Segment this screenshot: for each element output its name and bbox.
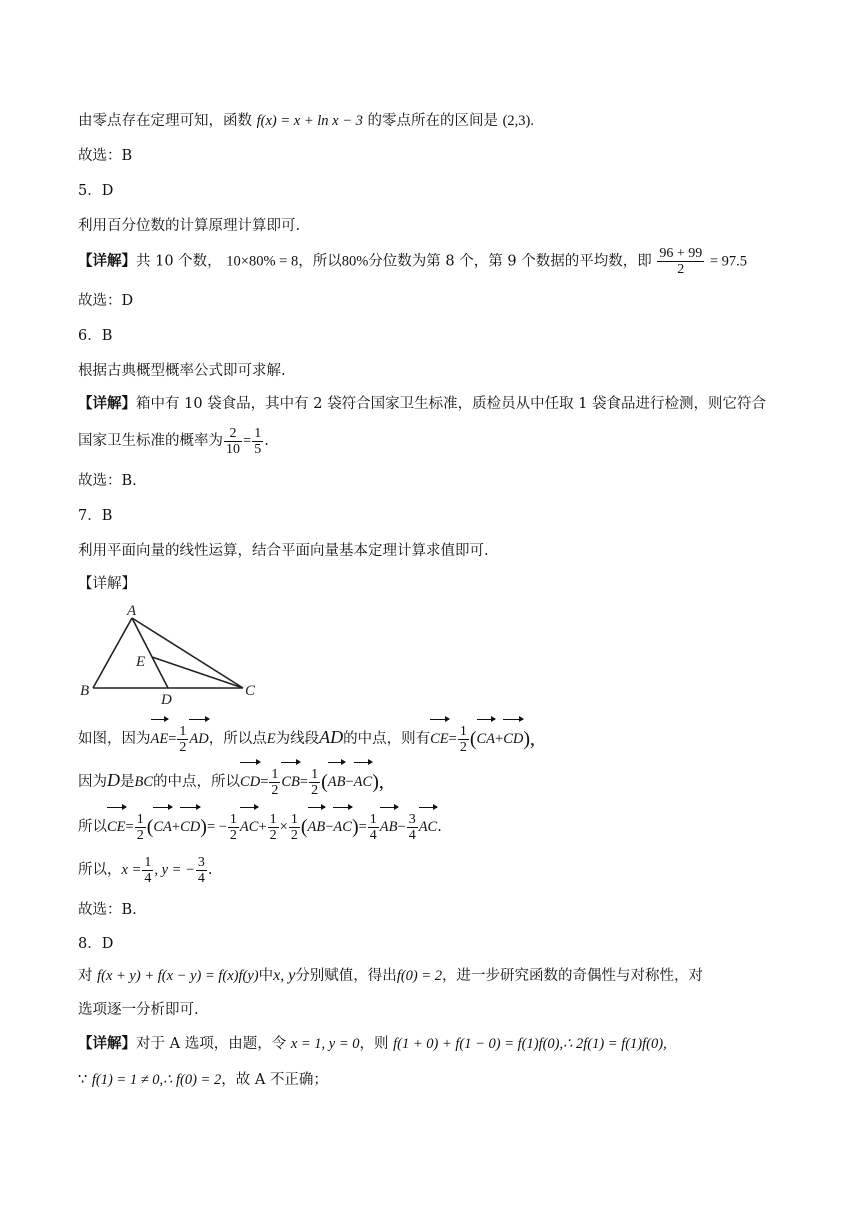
- math: BC: [134, 774, 154, 790]
- math: = 97.5: [709, 253, 748, 270]
- fraction: [142, 855, 153, 886]
- denominator: 2: [229, 827, 237, 843]
- math: =: [358, 819, 367, 835]
- answer-heading: 7．B: [78, 508, 113, 524]
- numerator: 1: [229, 811, 237, 827]
- math: +: [495, 731, 504, 747]
- text-line: [78, 718, 535, 757]
- text: .: [437, 819, 442, 835]
- math: E: [266, 731, 276, 747]
- math: x =: [121, 862, 142, 878]
- paren: ): [351, 816, 359, 838]
- fraction: [368, 812, 379, 843]
- numerator: 1: [136, 811, 144, 827]
- math: =: [299, 774, 309, 790]
- math: =: [168, 731, 177, 747]
- numerator: 1: [179, 723, 187, 739]
- math: D: [107, 770, 120, 790]
- denominator: 5: [254, 441, 262, 457]
- vector: AD: [189, 718, 208, 757]
- answer-heading: 8．D: [78, 936, 114, 952]
- paren: (: [321, 771, 328, 793]
- numerator: 1: [290, 811, 298, 827]
- text-line: [78, 1034, 667, 1054]
- text-line: 根据古典概型概率公式即可求解.: [78, 363, 286, 379]
- vector: AE: [151, 718, 169, 757]
- numerator: 1: [254, 425, 262, 441]
- math: −: [397, 819, 406, 835]
- numerator: 96 + 99: [659, 246, 703, 261]
- fraction: [309, 767, 320, 798]
- text: .: [207, 862, 213, 878]
- detail-tag: 【详解】: [78, 252, 136, 270]
- label-c: C: [245, 683, 256, 699]
- denominator: 4: [197, 870, 205, 886]
- math: AD: [319, 727, 344, 747]
- fraction: [268, 812, 279, 843]
- vector: CA: [477, 718, 496, 757]
- vector: AC: [354, 761, 373, 800]
- detail-tag: 【详解】: [78, 395, 136, 412]
- fraction: [135, 812, 146, 843]
- text: 为线段: [275, 731, 320, 747]
- math: =: [260, 774, 269, 790]
- fraction: [252, 426, 263, 457]
- paren: ),: [523, 728, 536, 750]
- numerator: 1: [459, 723, 467, 739]
- fraction: [228, 812, 239, 843]
- denominator: 2: [290, 827, 298, 843]
- math: , y = −: [154, 862, 195, 878]
- fraction: [407, 812, 418, 843]
- text: ，故 A 不正确；: [221, 1072, 328, 1088]
- text: 中: [258, 968, 274, 984]
- numerator: 2: [224, 426, 242, 442]
- vector: CA: [153, 806, 172, 845]
- text-line: [78, 852, 212, 888]
- fraction: [657, 246, 704, 277]
- text: 如图，因为: [78, 731, 151, 747]
- text-line: [78, 111, 534, 131]
- math: −: [345, 774, 354, 790]
- vector: CB: [281, 761, 300, 800]
- text-line: [78, 806, 442, 845]
- text: 分别赋值，得出: [295, 968, 397, 984]
- vector: AB: [328, 761, 346, 800]
- text-line: 故选：B.: [78, 902, 137, 918]
- text-line: [78, 394, 766, 414]
- denominator: 4: [144, 870, 152, 886]
- math: f(0) = 2: [396, 968, 443, 984]
- text-line: [78, 246, 747, 277]
- denominator: 2: [677, 262, 685, 277]
- text-line: 选项逐一分析即可.: [78, 1002, 199, 1018]
- denominator: 2: [179, 739, 187, 755]
- fraction: [177, 724, 188, 755]
- segment-ab: [93, 618, 132, 688]
- text: 国家卫生标准的概率为: [78, 433, 223, 449]
- denominator: 2: [271, 782, 279, 798]
- text-line: [78, 761, 384, 800]
- vector: CD: [503, 718, 523, 757]
- text: ，所以: [298, 253, 342, 270]
- label-e: E: [136, 654, 146, 670]
- triangle-figure: [78, 602, 268, 706]
- math: = −: [206, 819, 227, 835]
- paren: (: [146, 816, 154, 838]
- numerator: 3: [408, 811, 416, 827]
- segment-ac: [132, 618, 243, 688]
- fraction: [224, 426, 242, 457]
- text: ，进一步研究函数的奇偶性与对称性，对: [442, 968, 704, 984]
- text: ，则: [359, 1036, 389, 1052]
- math: =: [448, 731, 457, 747]
- denominator: 4: [408, 827, 416, 843]
- vector: AC: [419, 806, 438, 845]
- vector: AB: [308, 806, 326, 845]
- text: 的零点所在的区间是: [367, 113, 498, 129]
- math: f(1) = 1 ≠ 0,∴ f(0) = 2: [91, 1072, 222, 1088]
- fraction: [458, 724, 469, 755]
- paren: (: [300, 816, 308, 838]
- text: 箱中有 10 袋食品，其中有 2 袋符合国家卫生标准，质检员从中任取 1 袋食品进行检测，则它符合: [136, 396, 767, 412]
- text: 对于 A 选项，由题，令: [136, 1036, 287, 1052]
- label-a: A: [127, 603, 137, 619]
- text-line: [78, 424, 269, 458]
- fraction: [196, 855, 207, 886]
- text-line: 故选：B.: [78, 473, 137, 489]
- math: 80%: [341, 253, 369, 270]
- denominator: 10: [226, 441, 240, 457]
- denominator: 2: [459, 739, 467, 755]
- text: 的中点，所以: [153, 774, 241, 790]
- label-b: B: [80, 683, 90, 699]
- math: ×: [279, 819, 288, 835]
- numerator: 1: [144, 854, 152, 870]
- fraction: [289, 812, 300, 843]
- text-line: 故选：B: [78, 148, 133, 164]
- text-line: 利用平面向量的线性运算，结合平面向量基本定理计算求值即可.: [78, 543, 489, 559]
- text-line: [78, 966, 703, 986]
- math: +: [258, 819, 267, 835]
- text: 因为: [78, 774, 107, 790]
- paren: ),: [372, 771, 384, 793]
- text: 由零点存在定理可知，函数: [78, 113, 252, 129]
- numerator: 3: [197, 854, 205, 870]
- text: 对: [78, 968, 93, 984]
- numerator: 1: [311, 766, 319, 782]
- vector: AC: [333, 806, 352, 845]
- answer-heading: 5．D: [78, 183, 114, 199]
- text-line: 利用百分位数的计算原理计算即可.: [78, 218, 301, 234]
- math: x, y: [273, 967, 296, 984]
- text: 所以，: [78, 862, 122, 878]
- text: 的中点，则有: [343, 731, 431, 747]
- vector: CE: [430, 718, 449, 757]
- math: ∵: [78, 1072, 88, 1088]
- detail-tag: 【详解】: [78, 1035, 136, 1052]
- denominator: 4: [369, 827, 377, 843]
- detail-tag: 【详解】: [78, 576, 136, 592]
- vector: CD: [240, 761, 260, 800]
- paren: (: [469, 728, 477, 750]
- vector: AC: [240, 806, 259, 845]
- numerator: 1: [369, 811, 377, 827]
- math: −: [325, 819, 334, 835]
- text-line: [78, 1070, 328, 1090]
- label-d: D: [161, 692, 172, 706]
- vector: CD: [180, 806, 200, 845]
- fraction: [269, 767, 280, 798]
- math: =: [125, 819, 134, 835]
- text: .: [264, 433, 269, 449]
- denominator: 2: [269, 827, 277, 843]
- denominator: 2: [136, 827, 144, 843]
- text: 所以: [78, 819, 107, 835]
- text: 分位数为第 8 个，第 9 个数据的平均数，即: [368, 253, 652, 270]
- math: f(x + y) + f(x − y) = f(x)f(y): [97, 968, 259, 984]
- math: f(1 + 0) + f(1 − 0) = f(1)f(0),∴ 2f(1) = f(1)f(0),: [393, 1036, 667, 1052]
- math: x = 1, y = 0: [290, 1036, 360, 1052]
- vector: CE: [107, 806, 126, 845]
- text: 是: [120, 774, 135, 790]
- denominator: 2: [311, 782, 319, 798]
- math: 10×80% = 8: [226, 253, 299, 270]
- text: ，所以点: [208, 731, 267, 747]
- math: f(x) = x + ln x − 3: [256, 113, 363, 129]
- answer-heading: 6．B: [78, 328, 113, 344]
- text: 共 10 个数，: [136, 253, 222, 270]
- vector: AB: [380, 806, 398, 845]
- numerator: 1: [271, 766, 279, 782]
- text-line: 故选：D: [78, 293, 134, 309]
- paren: ): [200, 816, 207, 838]
- math: (2,3).: [502, 113, 535, 129]
- math: +: [171, 819, 181, 835]
- numerator: 1: [269, 811, 277, 827]
- math: =: [243, 433, 252, 449]
